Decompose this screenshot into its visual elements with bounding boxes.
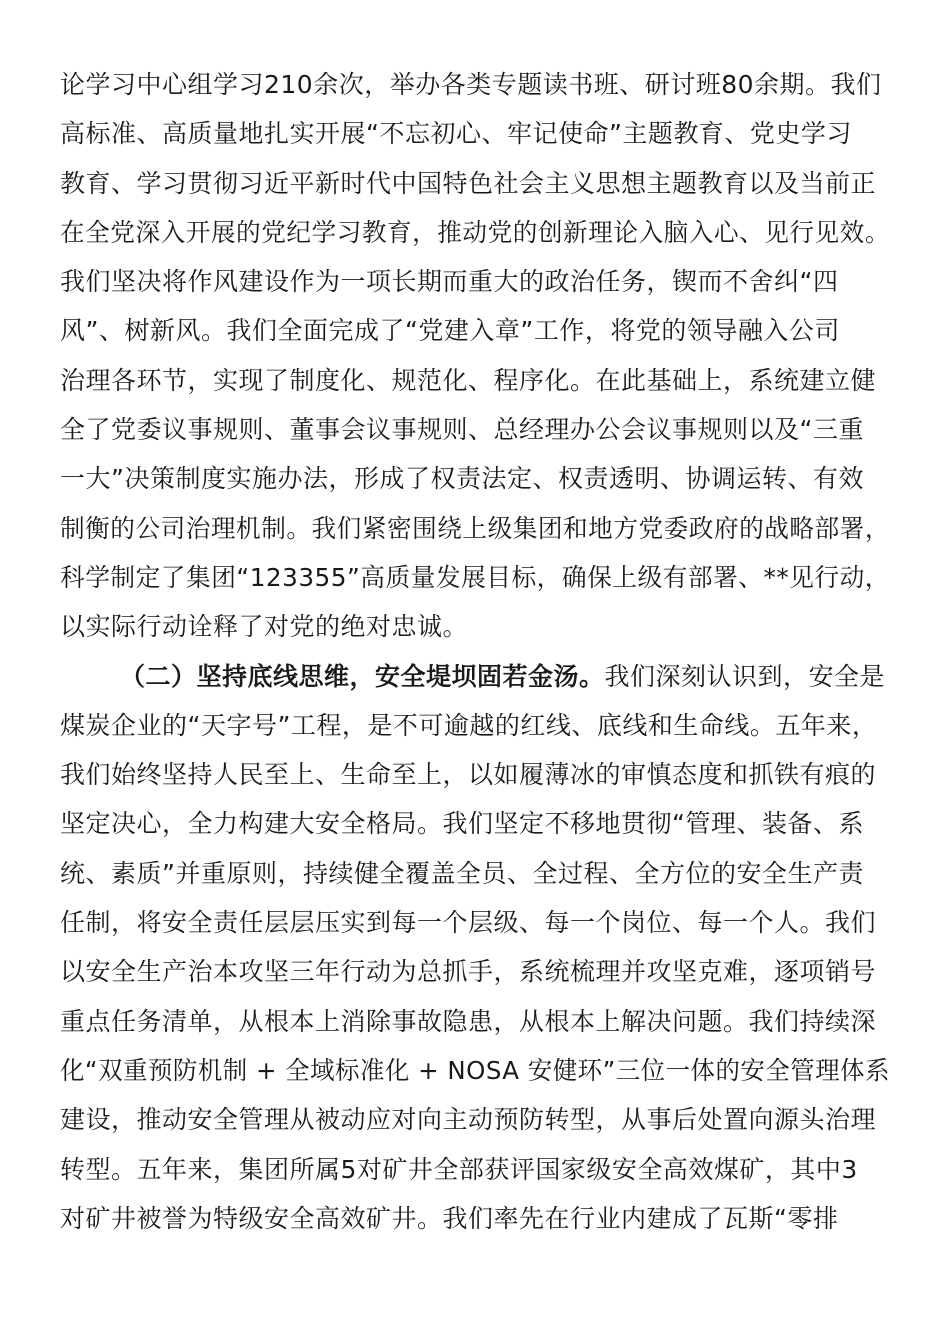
heading-followup-text: 我们深刻认识到，安全是 — [604, 661, 886, 691]
text-line: 治理各环节，实现了制度化、规范化、程序化。在此基础上，系统建立健 — [60, 365, 877, 395]
paragraph-1 — [60, 60, 890, 652]
text-line: 一大”决策制度实施办法，形成了权责法定、权责透明、协调运转、有效 — [60, 464, 864, 494]
text-line: 在全党深入开展的党纪学习教育，推动党的创新理论入脑入心、见行见效。 — [60, 217, 890, 247]
text-line: 我们坚决将作风建设作为一项长期而重大的政治任务，锲而不舍纠“四 — [60, 267, 839, 297]
text-line: 建设，推动安全管理从被动应对向主动预防转型，从事后处置向源头治理 — [60, 1105, 877, 1135]
text-line: 任制，将安全责任层层压实到每一个层级、每一个岗位、每一个人。我们 — [60, 908, 877, 938]
text-line: 统、素质”并重原则，持续健全覆盖全员、全过程、全方位的安全生产责 — [60, 858, 864, 888]
text-line: 以安全生产治本攻坚三年行动为总抓手，系统梳理并攻坚克难，逐项销号 — [60, 957, 877, 987]
text-line: 以实际行动诠释了对党的绝对忠诚。 — [60, 612, 469, 642]
paragraph-2 — [60, 652, 890, 1244]
paragraph-first-line — [60, 652, 890, 701]
text-line: 风”、树新风。我们全面完成了“党建入章”工作，将党的领导融入公司 — [60, 316, 840, 346]
text-line: 转型。五年来，集团所属5对矿井全部获评国家级安全高效煤矿，其中3 — [60, 1154, 858, 1184]
text-line: 重点任务清单，从根本上消除事故隐患，从根本上解决问题。我们持续深 — [60, 1006, 877, 1036]
text-line: 制衡的公司治理机制。我们紧密围绕上级集团和地方党委政府的战略部署， — [60, 513, 890, 543]
text-line: 煤炭企业的“天字号”工程，是不可逾越的红线、底线和生命线。五年来， — [60, 710, 878, 740]
text-line: 对矿井被誉为特级安全高效矿井。我们率先在行业内建成了瓦斯“零排 — [60, 1203, 839, 1233]
text-line: 化“双重预防机制 + 全域标准化 + NOSA 安健环”三位一体的安全管理体系 — [60, 1055, 890, 1085]
text-line: 论学习中心组学习210余次，举办各类专题读书班、研讨班80余期。我们 — [60, 70, 882, 99]
text-line: 科学制定了集团“123355”高质量发展目标，确保上级有部署、**见行动， — [60, 562, 890, 592]
text-line: 高标准、高质量地扎实开展“不忘初心、牢记使命”主题教育、党史学习 — [60, 119, 852, 149]
section-heading: （二）坚持底线思维，安全堤坝固若金汤。 — [120, 661, 605, 691]
text-line: 教育、学习贯彻习近平新时代中国特色社会主义思想主题教育以及当前正 — [60, 168, 877, 198]
text-line: 我们始终坚持人民至上、生命至上，以如履薄冰的审慎态度和抓铁有痕的 — [60, 760, 877, 790]
text-line: 全了党委议事规则、董事会议事规则、总经理办公会议事规则以及“三重 — [60, 415, 864, 445]
text-line: 坚定决心，全力构建大安全格局。我们坚定不移地贯彻“管理、装备、系 — [60, 809, 864, 839]
